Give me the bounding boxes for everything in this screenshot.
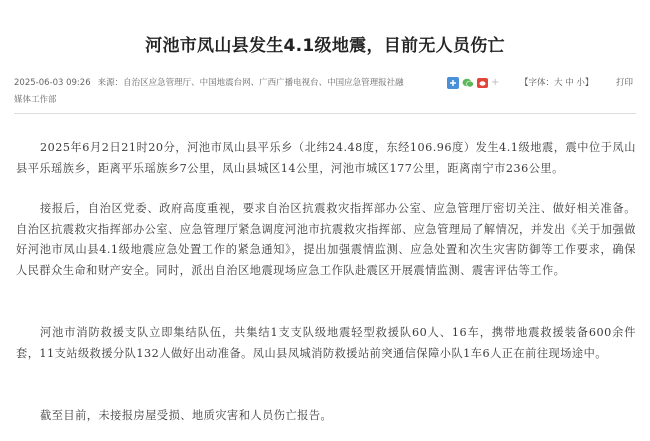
paragraph-2: 接报后，自治区党委、政府高度重视，要求自治区抗震救灾指挥部办公室、应急管理厅密切关注、做好相关准备。自治区抗震救灾指挥部办公室、应急管理厅紧急调度河池市抗震救灾指挥部、应急管理局了解情况，并发出《关于加强做好河池市凤山县4.1级地震应急处置工作的紧急通知》，提出加强震情监测、应急处置和次生灾害防御等工作要求，确保人民群众生命和财产安全。同时，派出自治区地震现场应急工作队赴震区开展震情监测、震害评估等工作。 <box>16 202 636 277</box>
font-size-control[interactable]: 【字体：大 中 小】 <box>520 78 594 88</box>
source-line-2: 媒体工作部 <box>14 95 57 105</box>
meta-divider <box>14 113 636 114</box>
article-title: 河池市凤山县发生4.1级地震，目前无人员伤亡 <box>145 36 505 56</box>
share-plus-icon[interactable] <box>447 77 459 89</box>
publish-timestamp: 2025-06-03 09:26 <box>14 78 91 88</box>
weibo-icon[interactable] <box>477 78 488 88</box>
paragraph-1: 2025年6月2日21时20分，河池市凤山县平乐乡（北纬24.48度，东经106.96度）发生4.1级地震，震中位于凤山县平乐瑶族乡，距离平乐瑶族乡7公里，凤山县城区14公里，河池市城区177公里，距离南宁市236公里。 <box>16 141 636 175</box>
wechat-icon[interactable] <box>462 78 474 88</box>
share-bar <box>447 77 499 89</box>
print-button[interactable]: 打印 <box>616 78 634 88</box>
paragraph-4: 截至目前，未接报房屋受损、地质灾害和人员伤亡报告。 <box>40 409 333 422</box>
meta-info <box>14 75 414 105</box>
paragraph-3: 河池市消防救援支队立即集结队伍，共集结1支支队级地震轻型救援队60人、16车，携带地震救援装备600余件套，11支站级救援分队132人做好出动准备。凤山县凤城消防救援站前突通信保障小队1车6人正在前往现场途中。 <box>16 326 636 360</box>
source-line-1: 来源：自治区应急管理厅、中国地震台网、广西广播电视台、中国应急管理报社融 <box>97 78 404 88</box>
more-icon[interactable]: + <box>491 77 500 88</box>
